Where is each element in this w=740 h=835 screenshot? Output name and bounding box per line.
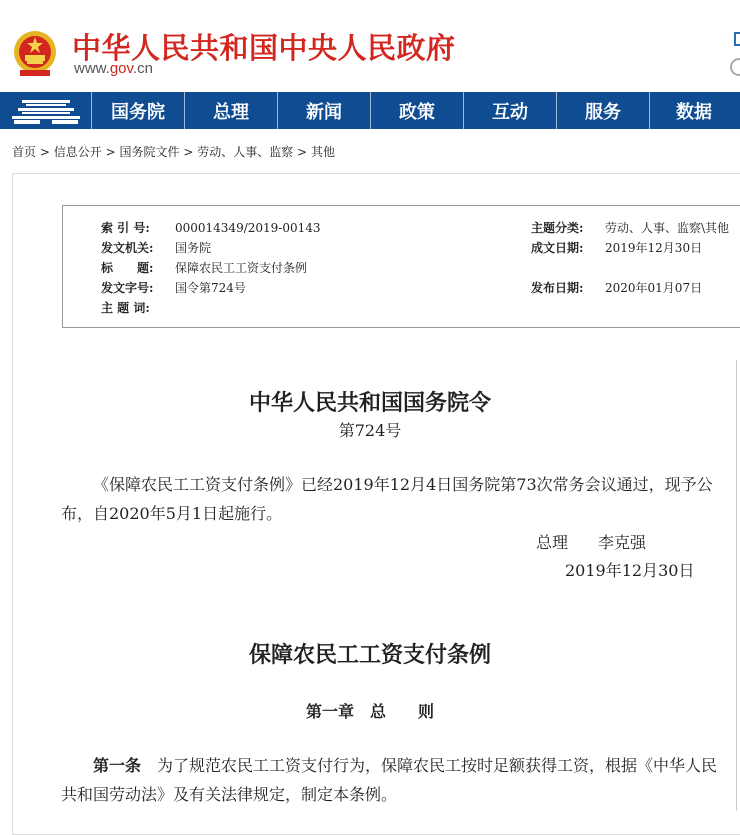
breadcrumb-labor[interactable]: 劳动、人事、监察: [197, 145, 294, 159]
signer-role: 总理: [536, 533, 569, 552]
breadcrumb-separator: >: [105, 145, 116, 159]
article-1-text: 为了规范农民工工资支付行为，保障农民工按时足额获得工资，根据《中华人民共和国劳动法》及有关法律规定，制定本条例。: [61, 756, 718, 804]
meta-theme: 主题分类: 劳动、人事、监察\其他: [531, 221, 730, 235]
nav-item-state-council[interactable]: 国务院: [92, 92, 185, 129]
meta-doc-number: 发文字号: 国令第724号: [101, 281, 246, 295]
breadcrumb-separator: >: [183, 145, 194, 159]
breadcrumb-info-disclosure[interactable]: 信息公开: [53, 145, 102, 159]
order-signer: [536, 530, 646, 553]
article-1: [61, 751, 721, 809]
article-1-label: 第一条: [93, 756, 142, 775]
nav-item-interaction[interactable]: 互动: [464, 92, 557, 129]
regulation-title: 保障农民工工资支付条例: [248, 642, 491, 668]
meta-written-date: 成文日期: 2019年12月30日: [531, 241, 703, 255]
breadcrumb-separator: >: [297, 145, 308, 159]
site-url[interactable]: www.gov.cn: [74, 60, 153, 77]
site-header: [0, 0, 740, 92]
order-title: 中华人民共和国国务院令: [248, 390, 491, 416]
order-date: 2019年12月30日: [565, 561, 695, 580]
nav-item-policy[interactable]: 政策: [371, 92, 464, 129]
main-nav: [0, 92, 740, 129]
chapter-heading: 第一章 总 则: [305, 702, 434, 721]
signer-name: 李克强: [598, 533, 647, 552]
breadcrumb-other[interactable]: 其他: [310, 145, 335, 159]
national-emblem-icon[interactable]: [12, 28, 58, 78]
search-icon[interactable]: [730, 58, 740, 76]
nav-item-service[interactable]: 服务: [557, 92, 650, 129]
breadcrumb-separator: >: [39, 145, 50, 159]
meta-subject-words: 主 题 词:: [101, 301, 150, 315]
order-number: 第724号: [338, 421, 402, 440]
meta-publish-date: 发布日期: 2020年01月07日: [531, 281, 703, 295]
meta-index: 索 引 号: 000014349/2019-00143: [101, 221, 321, 235]
nav-item-news[interactable]: 新闻: [278, 92, 371, 129]
meta-title: 标 题: 保障农民工工资支付条例: [101, 261, 308, 275]
nav-item-data[interactable]: 数据: [676, 101, 712, 123]
breadcrumb: [12, 143, 335, 160]
meta-issuer: 发文机关: 国务院: [101, 241, 212, 255]
site-title[interactable]: 中华人民共和国中央人民政府: [72, 31, 456, 65]
breadcrumb-home[interactable]: 首页: [12, 145, 37, 159]
tiananmen-icon[interactable]: [0, 92, 92, 129]
nav-item-premier[interactable]: 总理: [185, 92, 278, 129]
order-body: 《保障农民工工资支付条例》已经2019年12月4日国务院第73次常务会议通过，现予公布，自2020年5月1日起施行。: [61, 475, 713, 523]
breadcrumb-state-council-docs[interactable]: 国务院文件: [119, 145, 180, 159]
mobile-icon[interactable]: [734, 32, 740, 46]
